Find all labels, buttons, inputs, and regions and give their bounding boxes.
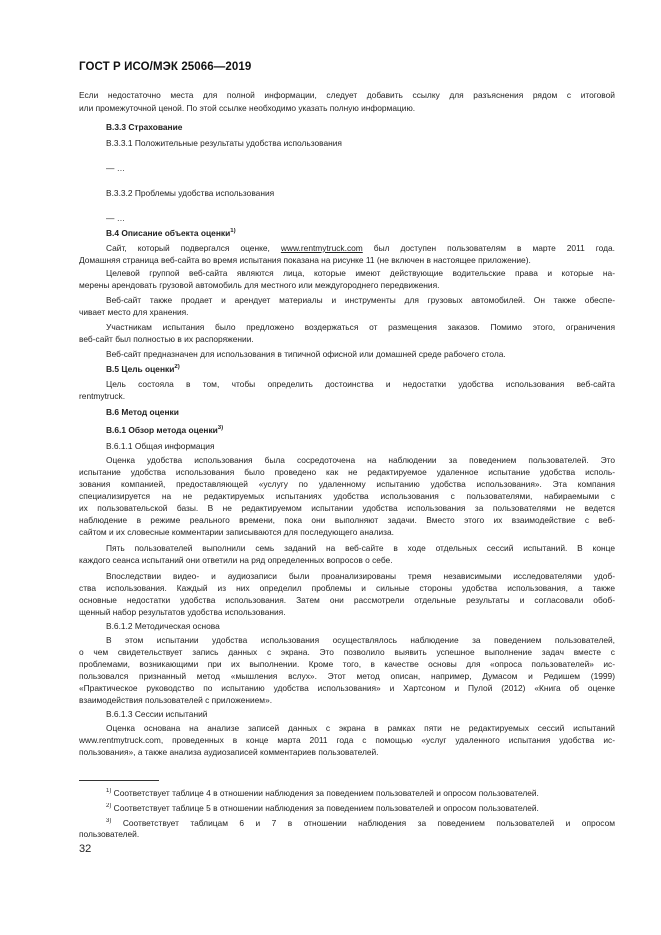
paragraph-line: «Практическое руководство по испытанию удобства использования» и Хартсоном и Пулой (2012) «Книга об оценке [79, 683, 615, 693]
subsection-heading-b332: В.3.3.2 Проблемы удобства использования [106, 188, 275, 198]
paragraph-line: сайтом и их словесные комментарии записываются для последующего анализа. [79, 527, 395, 537]
paragraph-line: ства использования. Каждый из них определил проблемы и сильные стороны удобства использования, а также [79, 583, 615, 593]
paragraph-line: Оценка удобства использования была сосредоточена на наблюдении за поведением пользователей. Это [106, 455, 615, 465]
paragraph-line: основные недостатки удобства использования. Затем они рассмотрели отдельные результаты и согласовали обоб- [79, 595, 615, 605]
section-heading-b6: В.6 Метод оценки [106, 407, 179, 417]
paragraph-line: Оценка основана на анализе записей данных с экрана в рамках пяти не редактируемых сессий испытаний [106, 723, 615, 733]
footnote-2: $^{2)}$ Соответствует таблице 5 в отношении наблюдения за поведением пользователей и опросом пользователей. [106, 803, 539, 813]
paragraph-line: Веб-сайт предназначен для использования в типичной офисной или домашней среде рабочего стола. [106, 349, 506, 359]
footnote-divider [79, 780, 159, 781]
paragraph-line: Домашняя страница веб-сайта во время испытания показана на рисунке 11 (не включен в настоящее приложение). [79, 255, 531, 265]
footnote-3-continued: пользователей. [79, 829, 140, 839]
paragraph-line: взаимодействия пользователей с приложением». [79, 695, 273, 705]
paragraph-line: В этом испытании удобства использования осуществлялось наблюдение за поведением пользователей, [106, 635, 615, 645]
footnote-ref: 1) [230, 228, 236, 234]
intro-line: Если недостаточно места для полной информации, следует добавить ссылку для разъяснения рядом с итоговой [79, 90, 615, 100]
paragraph-line: Участникам испытания было предложено воздержаться от размещения заказов. Помимо этого, ограничения [106, 322, 615, 332]
paragraph-line: чивает место для хранения. [79, 307, 189, 317]
subsection-heading-b61: В.6.1 Обзор метода оценки$^{3)}$ [106, 425, 224, 435]
intro-line: или промежуточной ценой. По этой ссылке необходимо указать полную информацию. [79, 103, 416, 113]
subsection-heading-b611: В.6.1.1 Общая информация [106, 441, 215, 451]
paragraph-line: www.rentmytruck.com, проведенных в конце марта 2011 года с помощью «услуг удаленного испытания удобства ис- [79, 735, 615, 745]
footnote-mark: 2) [106, 803, 112, 809]
paragraph-line: Цель состояла в том, чтобы определить достоинства и недостатки удобства использования веб-сайта [106, 379, 615, 389]
paragraph-line: пользования», а также анализа аудиозаписей комментариев пользователей. [79, 747, 379, 757]
paragraph-line: зования компанией, предоставляющей «услугу по удаленному испытанию удобства использования». Эта компания [79, 479, 615, 489]
paragraph-line: наблюдение в режиме реального времени, пока они выполняют задачи. Вместо этого их взаимодействие с веб- [79, 515, 615, 525]
paragraph-line: Впоследствии видео- и аудиозаписи были проанализированы тремя независимыми исследователями удоб- [106, 571, 615, 581]
footnote-1: $^{1)}$ Соответствует таблице 4 в отношении наблюдения за поведением пользователей и опросом пользователей. [106, 788, 539, 798]
footnote-ref: 3) [217, 425, 224, 431]
subsection-heading-b612: В.6.1.2 Методическая основа [106, 621, 220, 631]
paragraph-line: веб-сайт был полностью в их распоряжении. [79, 334, 254, 344]
paragraph-line: проблемами, возникающими при их выполнении. Кроме того, в качестве основы для «опроса пользователей» ис- [79, 659, 615, 669]
paragraph-line: Веб-сайт также продает и арендует материалы и инструменты для грузовых автомобилей. Он также обеспе- [106, 295, 615, 305]
paragraph-line: щенный набор результатов удобства использования. [79, 607, 286, 617]
paragraph-line: о чем свидетельствует запись данных с экрана. Это позволило выявить успешное выполнение задач вместе с [79, 647, 615, 657]
placeholder-dash: — … [106, 213, 126, 223]
paragraph-line: пользовался признанный метод «мышления вслух». Этот метод описан, например, Думасом и Редишем (1999) [79, 671, 615, 681]
page-number: 32 [79, 843, 92, 855]
paragraph-line: каждого сеанса испытаний они ответили на ряд определенных вопросов о себе. [79, 555, 393, 565]
section-heading-b4: В.4 Описание объекта оценки$^{1)}$ [106, 228, 236, 238]
paragraph-line: Сайт, который подвергался оценке, www.rentmytruck.com был доступен пользователям в марте 2011 года. [106, 243, 615, 253]
footnote-mark: 1) [106, 788, 112, 794]
subsection-heading-b613: В.6.1.3 Сессии испытаний [106, 709, 208, 719]
paragraph-line: Пять пользователей выполнили семь заданий на веб-сайте в ходе отдельных сессий испытаний. В конце [106, 543, 615, 553]
footnote-ref: 2) [174, 364, 180, 370]
paragraph-line: их пользовательской базы. В не редактируемом испытании удобства использования за пользователями не ведется [79, 503, 615, 513]
document-header: ГОСТ Р ИСО/МЭК 25066—2019 [79, 61, 252, 73]
website-link[interactable]: www.rentmytruck.com [280, 243, 363, 253]
subsection-heading-b331: В.3.3.1 Положительные результаты удобства использования [106, 138, 342, 148]
footnote-mark: 3) [106, 818, 112, 824]
footnote-3: $^{3)}$ Соответствует таблицам 6 и 7 в отношении наблюдения за поведением пользователей и опросом [106, 818, 615, 828]
paragraph-line: специализируется на не редактируемых испытаниях удобства использования с пользователями, набираемыми с [79, 491, 615, 501]
section-heading-b5: В.5 Цель оценки$^{2)}$ [106, 364, 180, 374]
paragraph-line: Целевой группой веб-сайта являются лица, которые имеют действующие водительские права и которые на- [106, 268, 615, 278]
paragraph-line: rentmytruck. [79, 391, 126, 401]
section-heading-b33: В.3.3 Страхование [106, 122, 183, 132]
paragraph-line: испытание удобства использования было проведено как не редактируемое удаленное испытание удобства исполь- [79, 467, 615, 477]
placeholder-dash: — … [106, 163, 126, 173]
paragraph-line: мерены арендовать грузовой автомобиль для местного или междугороднего передвижения. [79, 280, 440, 290]
